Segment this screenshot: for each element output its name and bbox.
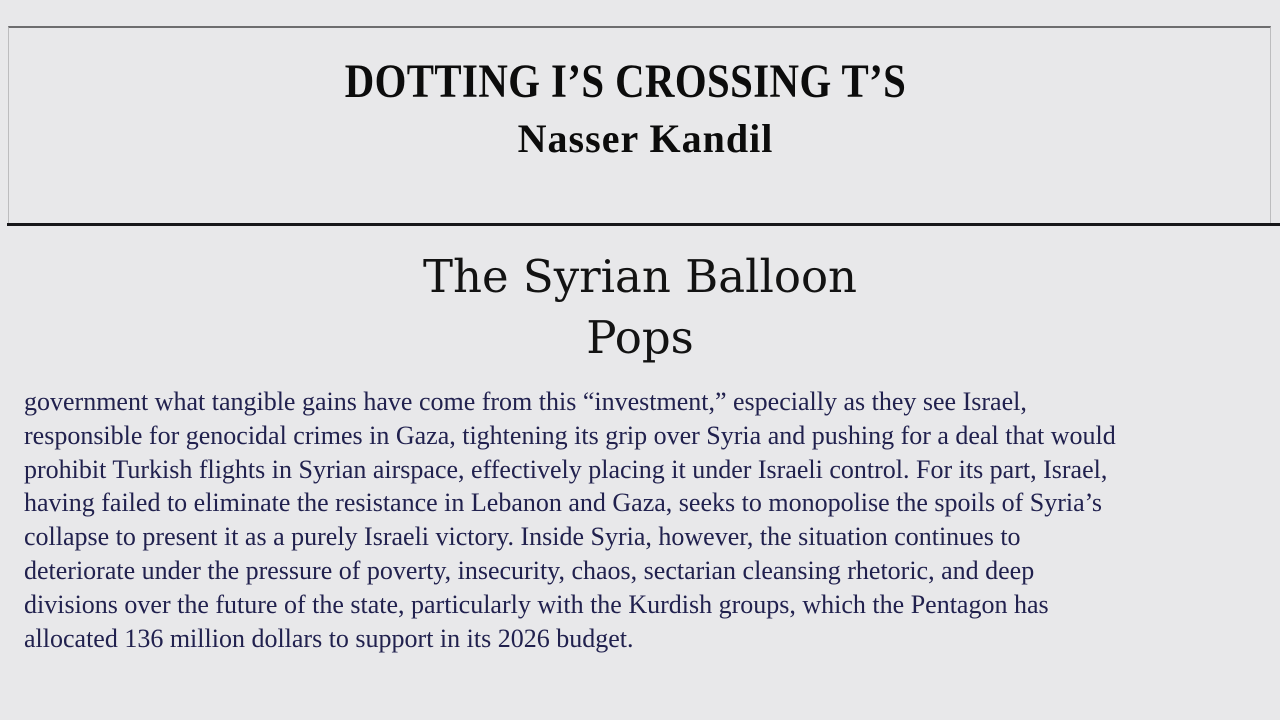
article-line: responsible for genocidal crimes in Gaza, tightening its grip over Syria and pushing for a deal that would — [24, 420, 1116, 450]
masthead-divider — [7, 223, 1280, 226]
article-line: having failed to eliminate the resistance in Lebanon and Gaza, seeks to monopolise the spoils of Syria’s — [24, 488, 1102, 518]
article-title-line-1: The Syrian Balloon — [422, 250, 858, 303]
article-title-line-2: Pops — [586, 311, 694, 364]
masthead-author: Nasser Kandil — [517, 116, 774, 161]
article-line: deteriorate under the pressure of poverty, insecurity, chaos, sectarian cleansing rhetoric, and deep — [24, 555, 1035, 585]
article-line: prohibit Turkish flights in Syrian airspace, effectively placing it under Israeli control. For its part, Israel, — [24, 454, 1108, 484]
masthead-title: DOTTING I’S CROSSING T’S — [344, 55, 907, 108]
masthead-panel — [8, 26, 1271, 223]
article-line: government what tangible gains have come from this “investment,” especially as they see Israel, — [24, 387, 1027, 416]
article-title — [0, 246, 1280, 368]
article-line: divisions over the future of the state, particularly with the Kurdish groups, which the Pentagon has — [24, 589, 1049, 619]
article-body — [24, 385, 1256, 655]
article-line: allocated 136 million dollars to support in its 2026 budget. — [24, 623, 634, 653]
article-line: collapse to present it as a purely Israeli victory. Inside Syria, however, the situation continues to — [24, 522, 1021, 552]
